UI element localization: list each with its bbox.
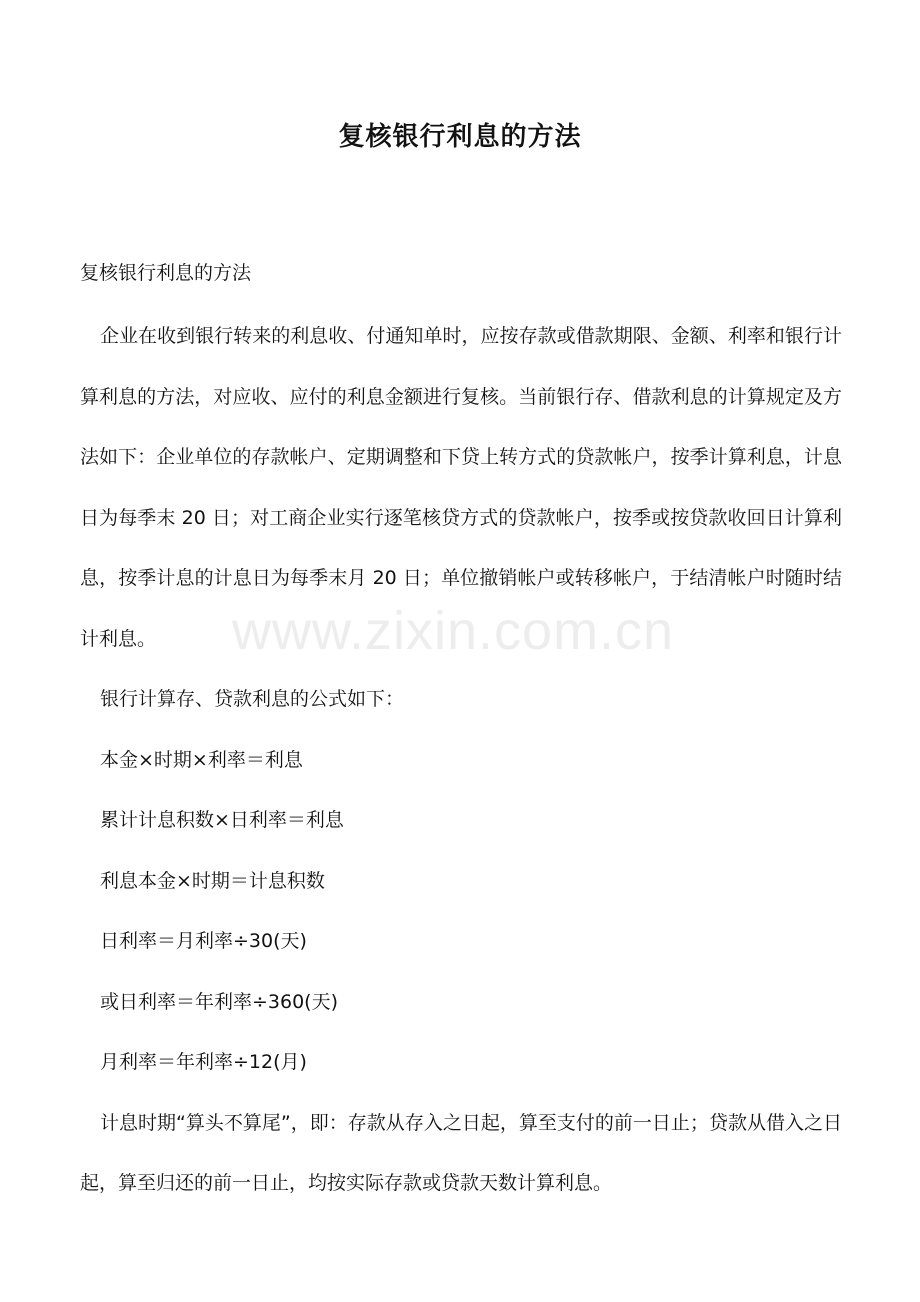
formula-line: 日利率＝月利率÷30(天) [100,930,307,952]
document-body [80,306,842,1214]
formula-line: 利息本金×时期＝计息积数 [100,869,325,892]
formula-line: 或日利率＝年利率÷360(天) [100,990,339,1013]
paragraph-interest-period: 计息时期“算头不算尾”，即：存款从存入之日起，算至支付的前一日止；贷款从借入之日起，算至归还的前一日止，均按实际存款或贷款天数计算利息。 [80,1111,842,1194]
formula-line: 累计计息积数×日利率＝利息 [100,809,344,831]
formula-line: 本金×时期×利率＝利息 [100,748,303,771]
watermark: www.zixin.com.cn [232,601,675,661]
paragraph-intro: 企业在收到银行转来的利息收、付通知单时，应按存款或借款期限、金额、利率和银行计算利息的方法，对应收、应付的利息金额进行复核。当前银行存、借款利息的计算规定及方法如下：企业单位的存款帐户、定期调整和下贷上转方式的贷款帐户，按季计算利息，计息日为每季末 20 日；对工商企业实行逐笔核贷方式的贷款帐户，按季或按贷款收回日计算利息，按季计息的计息日为每季末月 20 日；单位撤销帐户或转移帐户，于结清帐户时随时结计利息。 [80,325,842,650]
document-subtitle: 复核银行利息的方法 [80,262,252,284]
document-title: 复核银行利息的方法 [338,122,582,152]
formula-line: 月利率＝年利率÷12(月) [100,1051,307,1073]
paragraph-formula-intro: 银行计算存、贷款利息的公式如下： [100,688,405,710]
